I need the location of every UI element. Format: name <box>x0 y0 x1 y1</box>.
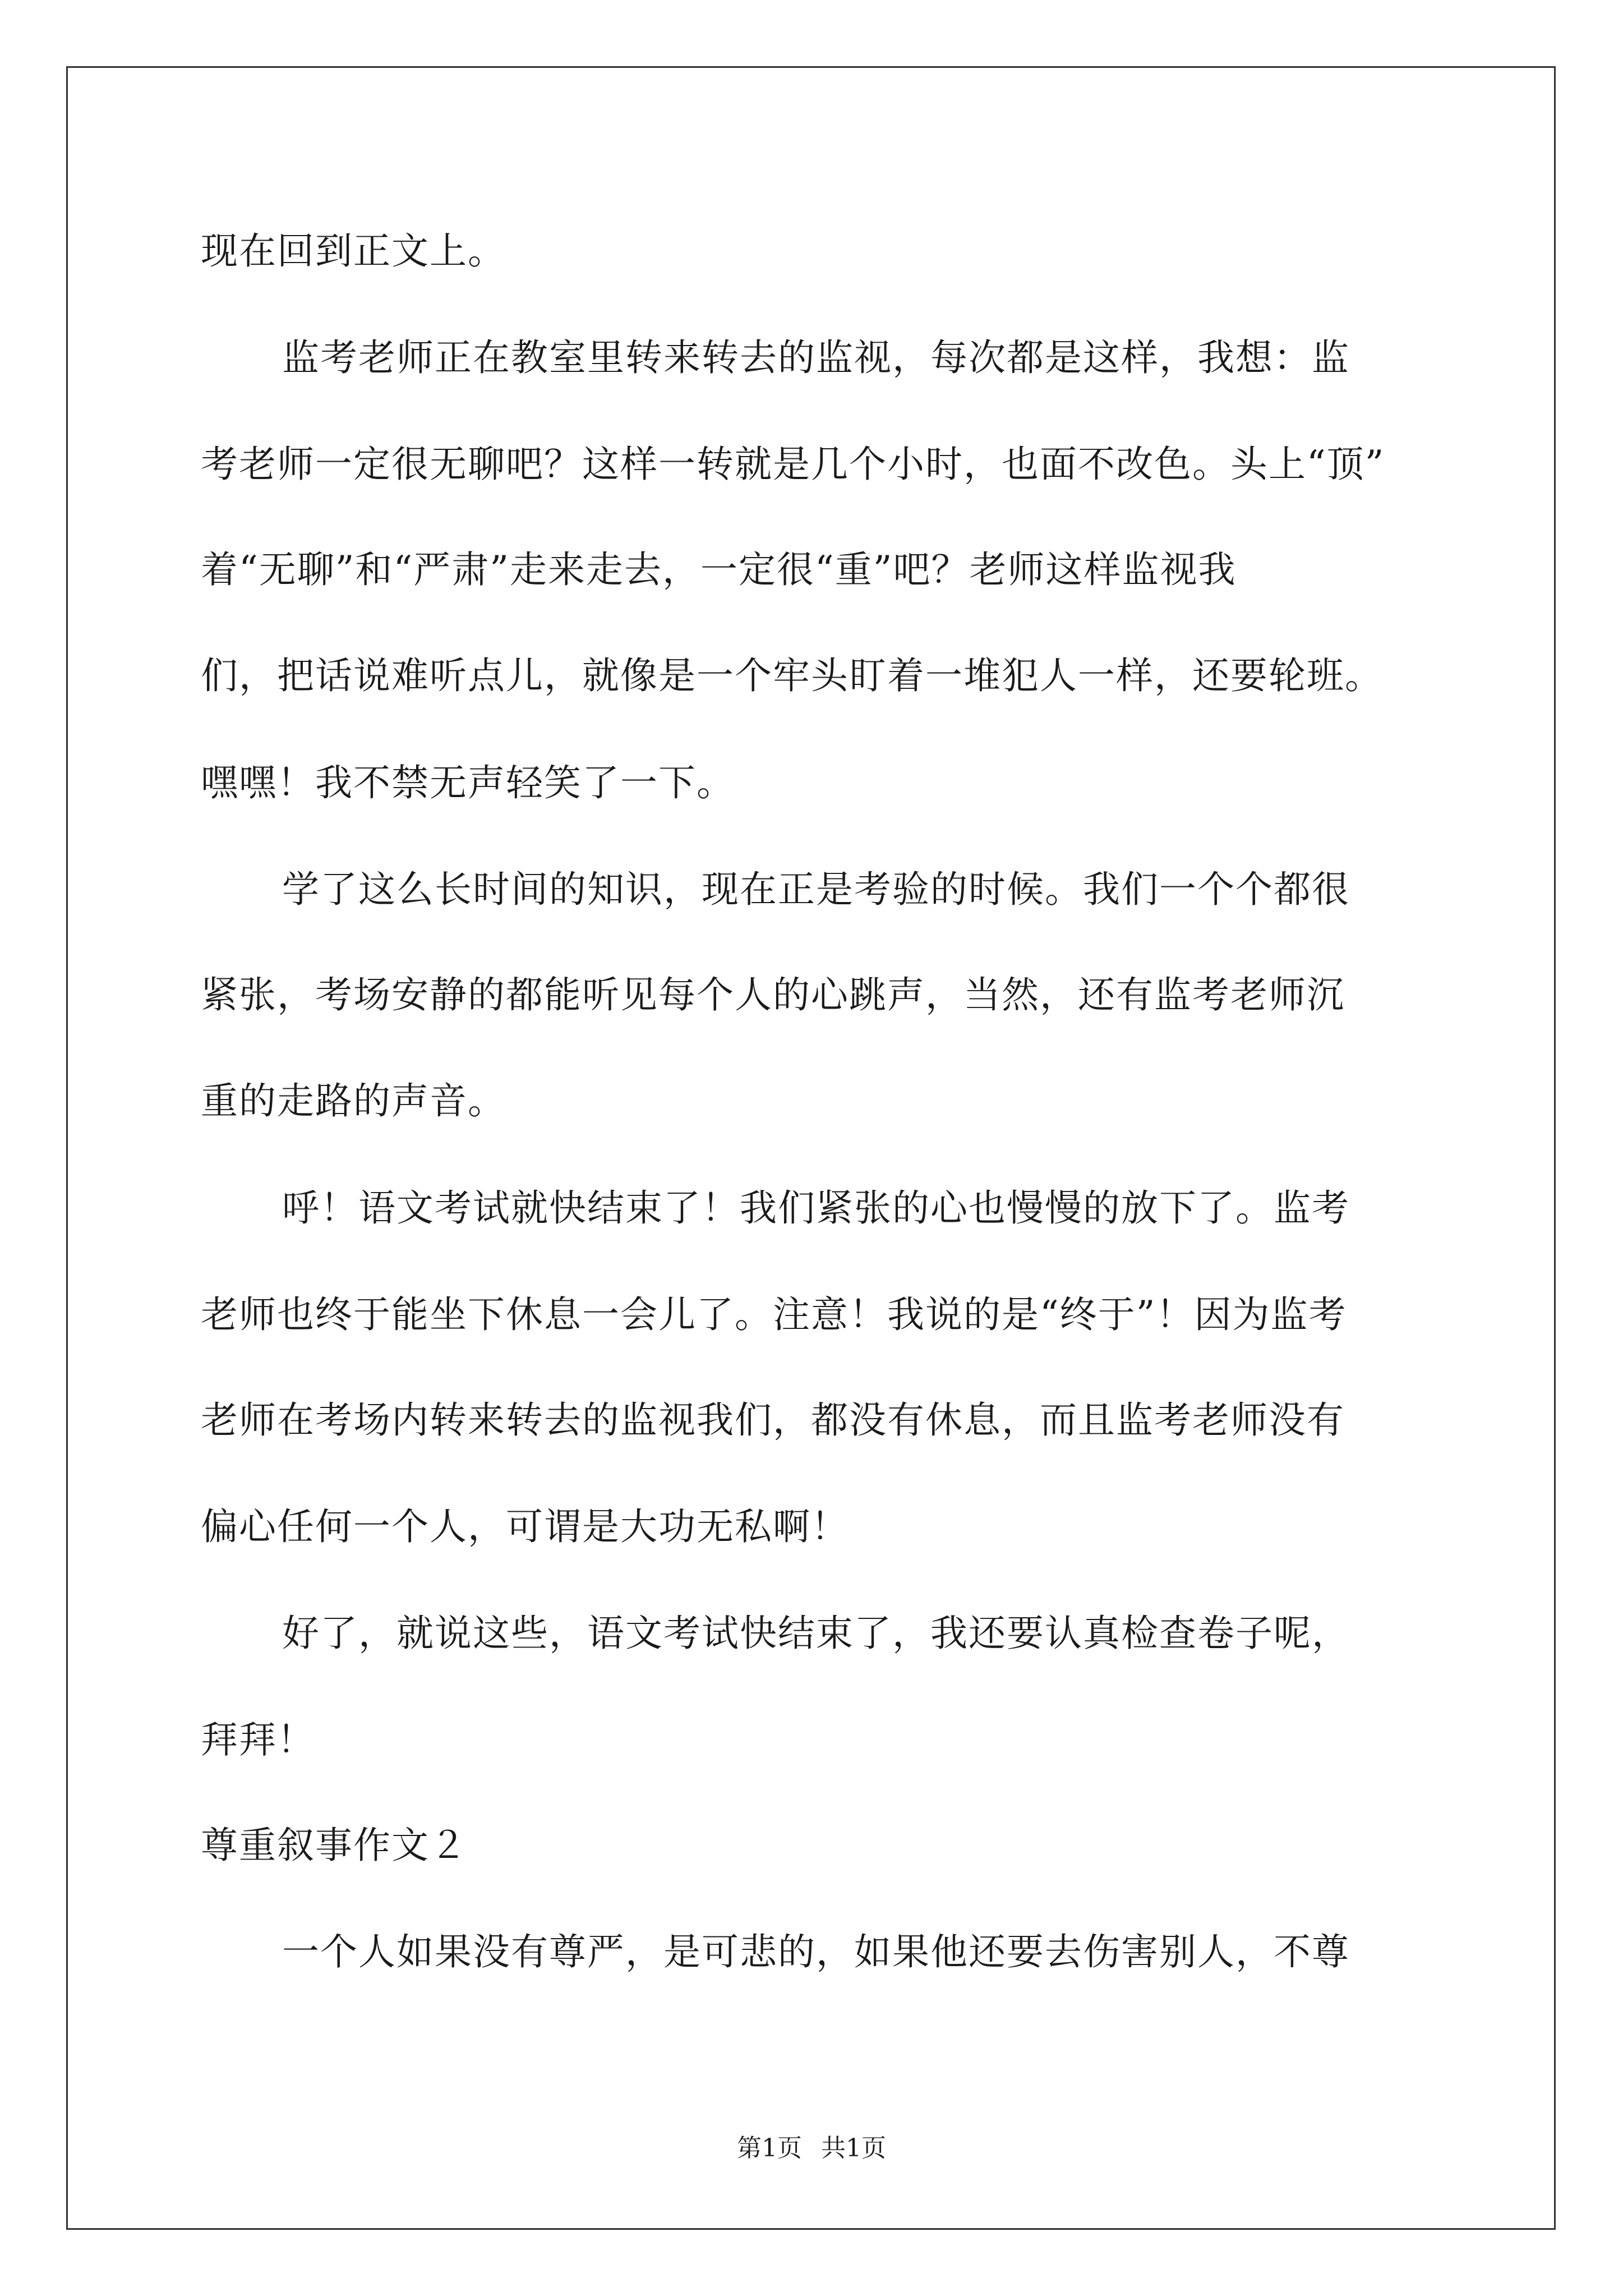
text-line: 着“无聊”和“严肃”走来走去，一定很“重”吧？老师这样监视我 <box>201 548 1237 591</box>
page-number: 第1页 <box>737 2134 802 2162</box>
text-line: 学了这么长时间的知识，现在正是考验的时候。我们一个个都很 <box>282 868 1350 911</box>
page-border <box>66 66 1556 2230</box>
text-line: 们，把话说难听点儿，就像是一个牢头盯着一堆犯人一样，还要轮班。 <box>201 654 1383 697</box>
text-line: 考老师一定很无聊吧？这样一转就是几个小时，也面不改色。头上“顶” <box>201 443 1385 486</box>
text-line: 一个人如果没有尊严，是可悲的，如果他还要去伤害别人，不尊 <box>282 1930 1350 1973</box>
page-total: 共1页 <box>821 2134 886 2162</box>
page-footer <box>0 2136 1623 2161</box>
text-line: 偏心任何一个人，可谓是大功无私啊！ <box>201 1505 849 1548</box>
text-line: 紧张，考场安静的都能听见每个人的心跳声，当然，还有监考老师沉 <box>201 973 1345 1016</box>
text-line: 现在回到正文上。 <box>201 229 506 273</box>
text-line: 呼！语文考试就快结束了！我们紧张的心也慢慢的放下了。监考 <box>282 1186 1350 1230</box>
text-line: 拜拜！ <box>201 1718 315 1761</box>
text-line: 重的走路的声音。 <box>201 1079 506 1122</box>
text-line: 好了，就说这些，语文考试快结束了，我还要认真检查卷子呢， <box>282 1612 1350 1655</box>
text-line: 老师在考场内转来转去的监视我们，都没有休息，而且监考老师没有 <box>201 1398 1345 1442</box>
text-line: 嘿嘿！我不禁无声轻笑了一下。 <box>201 761 735 804</box>
text-line: 老师也终于能坐下休息一会儿了。注意！我说的是“终于”！因为监考 <box>201 1293 1347 1336</box>
text-line: 监考老师正在教室里转来转去的监视，每次都是这样，我想：监 <box>282 336 1350 379</box>
section-heading: 尊重叙事作文２ <box>201 1824 468 1867</box>
